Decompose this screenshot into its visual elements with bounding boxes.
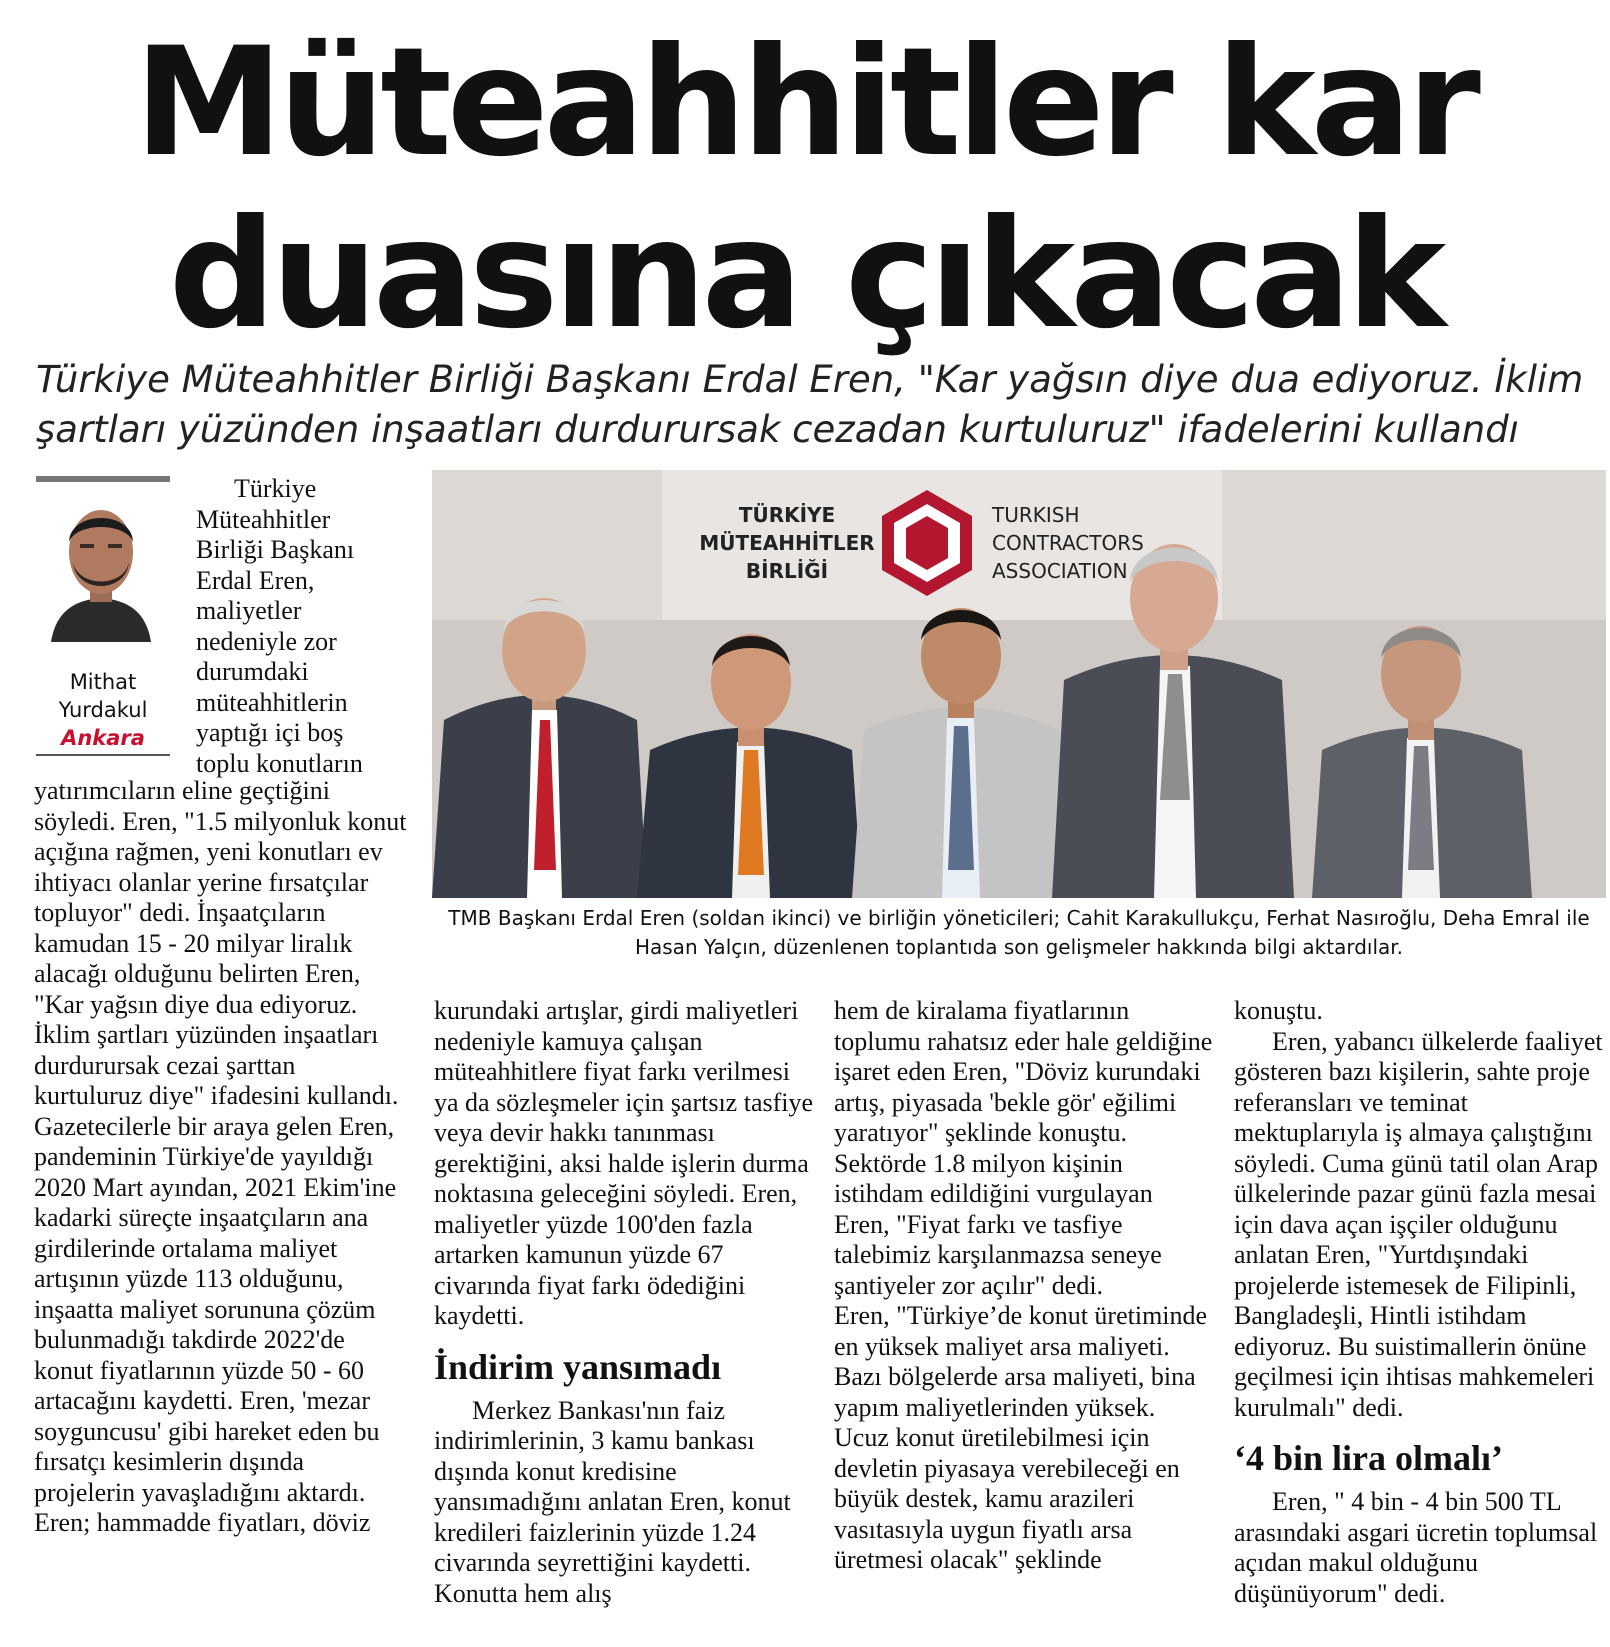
body-paragraph: Türkiye Müteahhitler Birliği Başkanı Erdal Eren, maliyetler nedeniyle zor durumdaki müteahhitlerin yaptığı içi boş toplu konutların xyxy=(196,474,363,778)
deck-line-1: Türkiye Müteahhitler Birliği Başkanı Erdal Eren, "Kar yağsın diye dua ediyoruz. İklim xyxy=(36,358,1584,401)
body-paragraph: Eren, "Türkiye’de konut üretiminde en yüksek maliyet arsa maliyeti. Bazı bölgelerde arsa maliyeti, bina yapım maliyetlerinden yüksek. Ucuz konut üretilebilmesi için devletin piyasaya verebileceği en büyük destek, kamu arazileri vasıtasıyla uygun fiyatlı arsa üretmesi olacak" şeklinde xyxy=(834,1301,1208,1574)
headline-line-2: duasına çıkacak xyxy=(168,188,1442,362)
body-paragraph: Merkez Bankası'nın faiz indirimlerinin, 3 kamu bankası dışında konut kredisine yansımadığını anlatan Eren, konut kredileri faizlerinin yüzde 1.24 civarında seyrettiğini kaydetti. Konutta hem alış xyxy=(434,1395,791,1608)
body-column-1-top xyxy=(196,474,396,779)
backdrop-tr-line-3: BİRLİĞİ xyxy=(745,559,829,583)
body-paragraph: hem de kiralama fiyatlarının toplumu rahatsız eder hale geldiğine işaret eden Eren, "Döviz kurundaki artış, piyasada 'bekle gör' eğilimi yaratıyor" şeklinde konuştu. Sektörde 1.8 milyon kişinin istihdam edildiğini vurgulayan Eren, "Fiyat farkı ve tasfiye talebimiz karşılanmazsa seneye şantiyeler zor açılır" dedi. xyxy=(834,996,1213,1300)
author-first-name: Mithat xyxy=(69,670,137,694)
body-column-2 xyxy=(434,996,814,1609)
body-paragraph: yatırımcıların eline geçtiğini söyledi. Eren, "1.5 milyonluk konut açığına rağmen, yeni konutları ev ihtiyacı olanlar yerine fırsatçılar topluyor" dedi. İnşaatçıların kamudan 15 - 20 milyar liralık alacağı olduğunu belirten Eren, "Kar yağsın diye dua ediyoruz. İklim şartları yüzünden inşaatları durdurursak cezai şarttan kurtuluruz diye" ifadesini kullandı. Gazetecilerle bir araya gelen Eren, pandeminin Türkiye'de yayıldığı 2020 Mart ayından, 2021 Ekim'ine kadarki süreçte inşaatçıların ana girdilerinde ortalama maliyet artışının yüzde 113 olduğunu, inşaatta maliyet sorununa çözüm bulunmadığı takdirde 2022'de konut fiyatlarının yüzde 50 - 60 artacağını kaydetti. Eren, 'mezar soyguncusu' gibi hareket eden bu fırsatçı kesimlerin dışında projelerin yavaşladığını aktardı. Eren; hammadde fiyatları, döviz xyxy=(34,776,407,1537)
body-column-4 xyxy=(1234,996,1604,1609)
author-portrait xyxy=(46,492,156,642)
headline-line-1: Müteahhitler kar xyxy=(134,16,1476,190)
backdrop-en-line-2: CONTRACTORS xyxy=(992,531,1144,555)
body-paragraph: Eren, " 4 bin - 4 bin 500 TL arasındaki asgari ücretin toplumsal açıdan makul olduğunu düşünüyorum" dedi. xyxy=(1234,1487,1598,1608)
photo-caption: TMB Başkanı Erdal Eren (soldan ikinci) ve birliğin yöneticileri; Cahit Karakullukçu, Ferhat Nasıroğlu, Deha Emral ile Hasan Yalçın, düzenlenen toplantıda son gelişmeler hakkında bilgi aktardılar. xyxy=(448,906,1590,959)
photo-scene xyxy=(432,470,1606,898)
body-column-1-bottom xyxy=(34,776,409,1539)
backdrop-en-line-3: ASSOCIATION xyxy=(992,559,1128,583)
author-location: Ankara xyxy=(61,726,145,750)
body-paragraph: konuştu. xyxy=(1234,996,1323,1025)
author-last-name: Yurdakul xyxy=(58,698,148,722)
news-photo xyxy=(432,470,1606,898)
backdrop-tr-line-1: TÜRKİYE xyxy=(738,503,836,527)
subheading: İndirim yansımadı xyxy=(434,1346,722,1387)
backdrop-en-line-1: TURKISH xyxy=(992,503,1080,527)
backdrop-tr-line-2: MÜTEAHHİTLER xyxy=(699,531,875,555)
body-paragraph: kurundaki artışlar, girdi maliyetleri nedeniyle kamuya çalışan müteahhitlere fiyat farkı verilmesi ya da sözleşmeler için şartsız tasfiye veya devir hakkı tanınması gerektiğini, aksi halde işlerin durma noktasına geleceğini söyledi. Eren, maliyetler yüzde 100'den fazla artarken kamunun yüzde 67 civarında fiyat farkı ödediğini kaydetti. xyxy=(434,996,814,1330)
author-byline xyxy=(36,476,170,756)
body-paragraph: Eren, yabancı ülkelerde faaliyet gösteren bazı kişilerin, sahte proje referansları ve teminat mektuplarıyla iş almaya çalıştığını söyledi. Cuma günü tatil olan Arap ülkelerinde pazar günü fazla mesai için dava açan işçiler olduğunu anlatan Eren, "Yurtdışındaki projelerde istemesek de Filipinli, Bangladeşli, Hintli istihdam ediyoruz. Bu suistimallerin önüne geçilmesi için ihtisas mahkemeleri kurulmalı" dedi. xyxy=(1234,1026,1603,1422)
body-column-3 xyxy=(834,996,1214,1576)
deck-line-2: şartları yüzünden inşaatları durdurursak cezadan kurtuluruz" ifadelerini kullandı xyxy=(36,408,1519,451)
subheading: ‘4 bin lira olmalı’ xyxy=(1234,1438,1503,1478)
